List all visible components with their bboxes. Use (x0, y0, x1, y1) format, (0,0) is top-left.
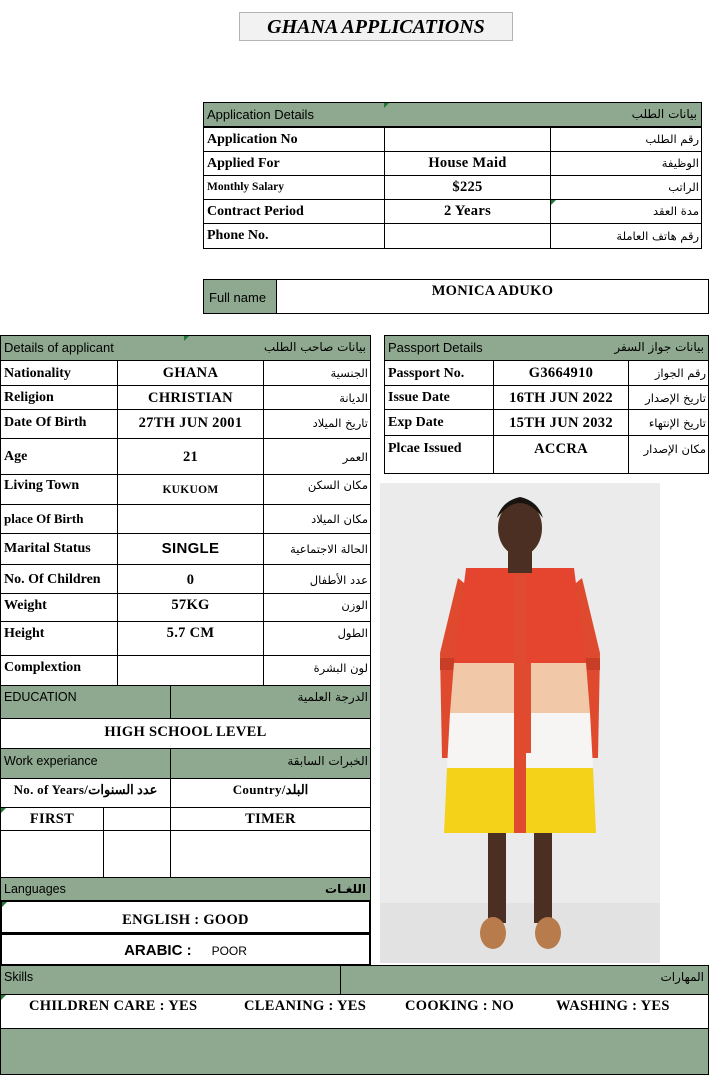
application-details-header (203, 102, 702, 127)
education-header-en: EDUCATION (0, 685, 171, 719)
skill-cleaning: CLEANING : YES (244, 998, 367, 1014)
applied-for-ar: الوظيفة (550, 151, 702, 176)
languages-header-ar: اللغـات (325, 882, 366, 896)
application-no-value (384, 127, 551, 152)
skills-header-en: Skills (0, 965, 341, 995)
religion-value: CHRISTIAN (117, 385, 264, 410)
english-level: ENGLISH : GOOD (0, 900, 371, 934)
arabic-label: ARABIC : (124, 942, 192, 959)
marital-status-value: SINGLE (117, 533, 264, 565)
living-town-label: Living Town (0, 474, 118, 505)
nationality-label: Nationality (0, 360, 118, 386)
religion-label: Religion (0, 385, 118, 410)
religion-ar: الديانة (263, 385, 371, 410)
monthly-salary-label: Monthly Salary (203, 175, 385, 200)
languages-header-en: Languages (4, 882, 66, 896)
full-name-value: MONICA ADUKO (276, 279, 709, 314)
age-label: Age (0, 438, 118, 475)
education-header-ar: الدرجة العلمية (170, 685, 371, 719)
passport-no-value: G3664910 (493, 360, 629, 386)
phone-ar: رقم هاتف العاملة (550, 223, 702, 249)
passport-no-label: Passport No. (384, 360, 494, 386)
skills-row (0, 994, 709, 1029)
children-ar: عدد الأطفال (263, 564, 371, 594)
languages-header (0, 877, 371, 901)
skill-cooking: COOKING : NO (405, 998, 515, 1014)
weight-value: 57KG (117, 593, 264, 622)
exp-date-value: 15TH JUN 2032 (493, 409, 629, 436)
applicant-header-en: Details of applicant (4, 340, 114, 355)
passport-header (384, 335, 709, 361)
applied-for-label: Applied For (203, 151, 385, 176)
skill-washing: WASHING : YES (556, 998, 670, 1014)
monthly-salary-value: $225 (384, 175, 551, 200)
work-row-first-years (103, 807, 171, 831)
passport-header-ar: بيانات جواز السفر (614, 340, 704, 354)
place-issued-value: ACCRA (493, 435, 629, 474)
work-col-country: Country/البلد (170, 778, 371, 808)
weight-label: Weight (0, 593, 118, 622)
age-value: 21 (117, 438, 264, 475)
work-empty-cell-1 (0, 830, 104, 878)
applicant-photo (380, 483, 660, 963)
work-col-years: No. of Years/عدد السنوات (0, 778, 171, 808)
monthly-salary-ar: الراتب (550, 175, 702, 200)
work-empty-cell-2 (103, 830, 171, 878)
complexion-ar: لون البشرة (263, 655, 371, 686)
phone-value (384, 223, 551, 249)
height-label: Height (0, 621, 118, 656)
height-ar: الطول (263, 621, 371, 656)
page-title: GHANA APPLICATIONS (239, 12, 513, 41)
work-header-en: Work experiance (0, 748, 171, 779)
application-header-ar: بيانات الطلب (631, 107, 697, 121)
work-empty-cell-3 (170, 830, 371, 878)
exp-date-ar: تاريخ الإنتهاء (628, 409, 709, 436)
application-no-label: Application No (203, 127, 385, 152)
passport-header-en: Passport Details (388, 340, 483, 355)
issue-date-ar: تاريخ الإصدار (628, 385, 709, 410)
place-of-birth-label: place Of Birth (0, 504, 118, 534)
issue-date-value: 16TH JUN 2022 (493, 385, 629, 410)
passport-no-ar: رقم الجواز (628, 360, 709, 386)
skill-children-care: CHILDREN CARE : YES (29, 998, 198, 1014)
arabic-value: POOR (211, 944, 247, 958)
place-issued-ar: مكان الإصدار (628, 435, 709, 474)
complexion-label: Complextion (0, 655, 118, 686)
full-name-label: Full name (203, 279, 277, 314)
height-value: 5.7 CM (117, 621, 264, 656)
living-town-value: KUKUOM (117, 474, 264, 505)
skills-footer-band (0, 1028, 709, 1075)
work-header-ar: الخبرات السابقة (170, 748, 371, 779)
dob-value: 27TH JUN 2001 (117, 409, 264, 439)
contract-period-value: 2 Years (384, 199, 551, 224)
complexion-value (117, 655, 264, 686)
place-issued-label: Plcae Issued (384, 435, 494, 474)
application-header-en: Application Details (207, 107, 314, 122)
applicant-header-ar: بيانات صاحب الطلب (263, 340, 366, 354)
contract-period-ar: مدة العقد (550, 199, 702, 224)
living-town-ar: مكان السكن (263, 474, 371, 505)
work-row-first: FIRST (0, 807, 104, 831)
place-of-birth-value (117, 504, 264, 534)
dob-ar: تاريخ الميلاد (263, 409, 371, 439)
arabic-level (0, 933, 371, 966)
skills-header-ar: المهارات (340, 965, 709, 995)
marital-status-ar: الحالة الاجتماعية (263, 533, 371, 565)
phone-label: Phone No. (203, 223, 385, 249)
children-label: No. Of Children (0, 564, 118, 594)
contract-period-label: Contract Period (203, 199, 385, 224)
issue-date-label: Issue Date (384, 385, 494, 410)
nationality-ar: الجنسية (263, 360, 371, 386)
weight-ar: الوزن (263, 593, 371, 622)
place-of-birth-ar: مكان الميلاد (263, 504, 371, 534)
work-row-country: TIMER (170, 807, 371, 831)
exp-date-label: Exp Date (384, 409, 494, 436)
nationality-value: GHANA (117, 360, 264, 386)
dob-label: Date Of Birth (0, 409, 118, 439)
education-value: HIGH SCHOOL LEVEL (0, 718, 371, 749)
applied-for-value: House Maid (384, 151, 551, 176)
application-no-ar: رقم الطلب (550, 127, 702, 152)
children-value: 0 (117, 564, 264, 594)
marital-status-label: Marital Status (0, 533, 118, 565)
age-ar: العمر (263, 438, 371, 475)
